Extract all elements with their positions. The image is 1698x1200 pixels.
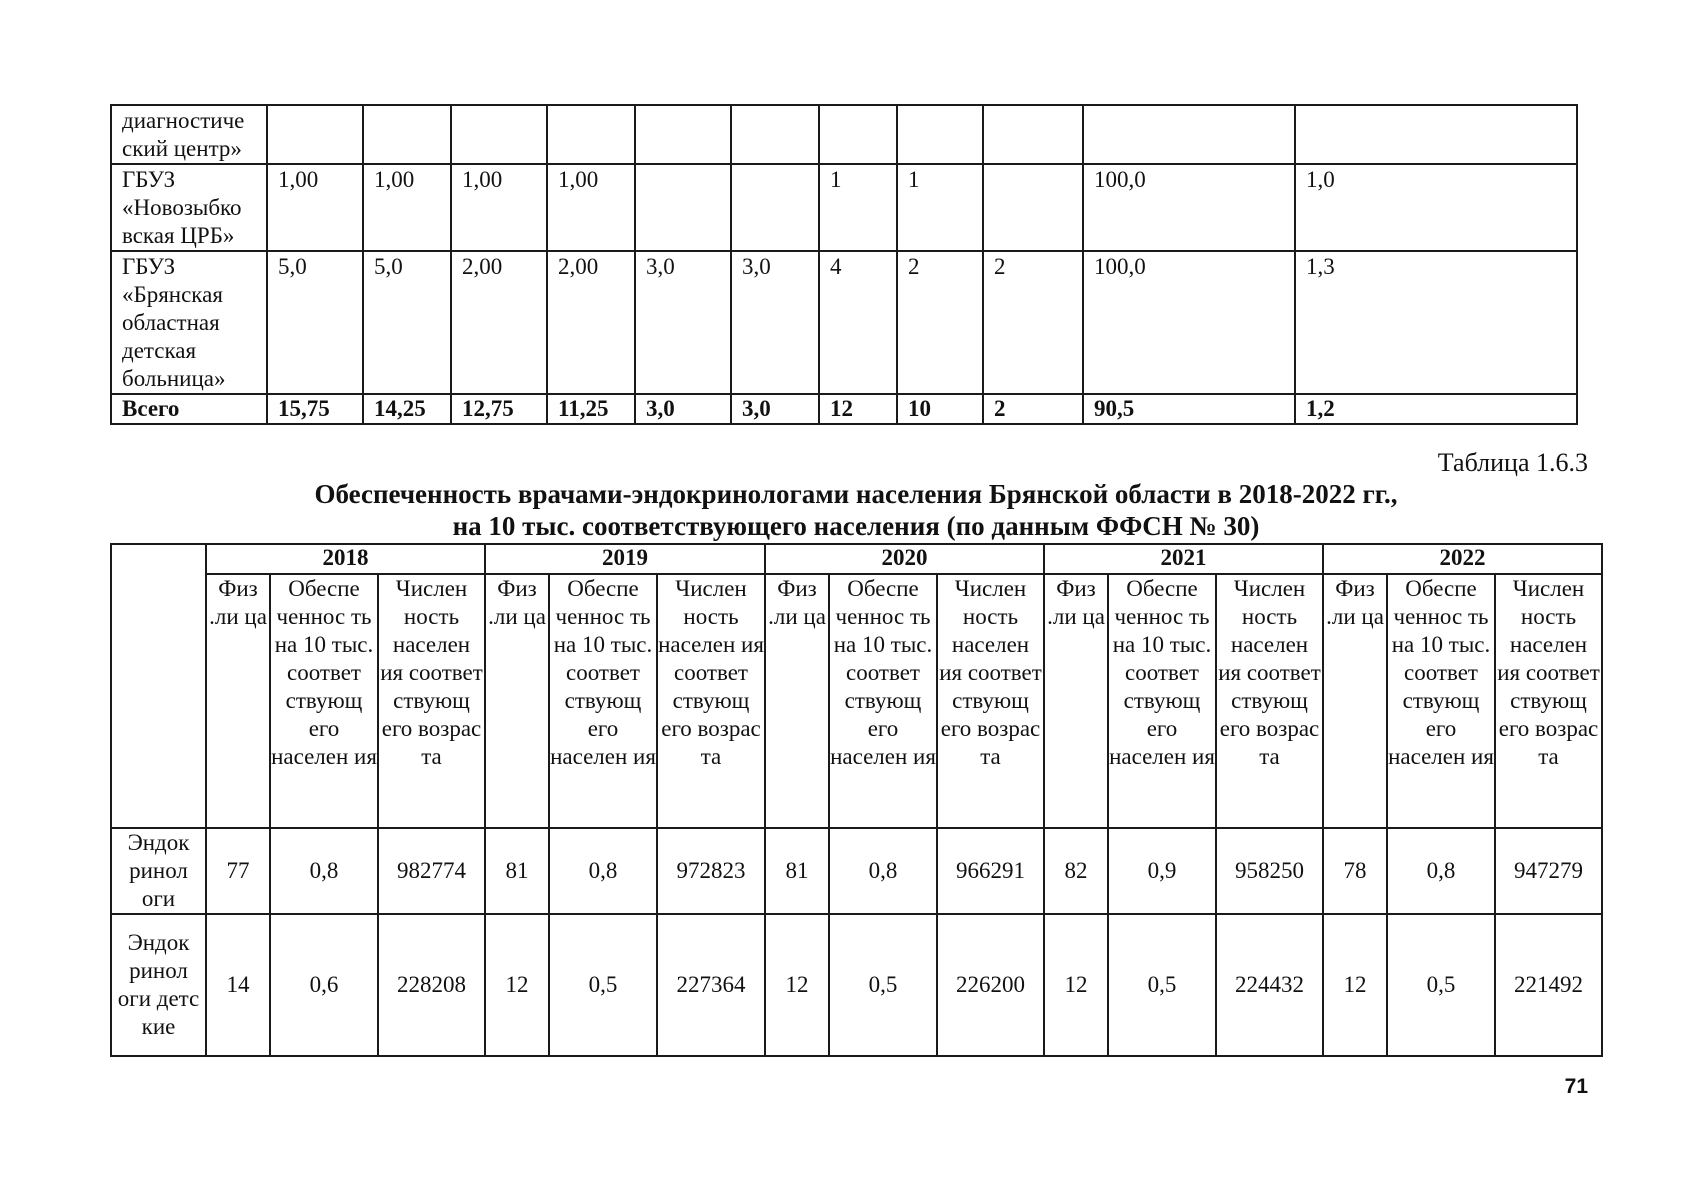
table-cell: 0,9	[1108, 828, 1216, 914]
table-cell: 10	[897, 394, 983, 424]
table-cell: 82	[1044, 828, 1108, 914]
table-title	[110, 478, 1602, 542]
table-cell: 982774	[378, 828, 485, 914]
table-cell: 1,00	[363, 164, 451, 251]
table-cell: 0,5	[549, 914, 657, 1056]
column-header: Физ .ли ца	[1323, 574, 1387, 828]
table-cell: 221492	[1495, 914, 1602, 1056]
table-row	[111, 828, 1602, 914]
table-cell: 77	[206, 828, 270, 914]
table-cell: 81	[765, 828, 829, 914]
row-label: ГБУЗ «Брянская областная детская больница»	[111, 251, 267, 394]
table-cell: 0,8	[829, 828, 937, 914]
table-cell: 947279	[1495, 828, 1602, 914]
table-cell: 3,0	[635, 251, 731, 394]
table-cell	[983, 164, 1083, 251]
table-cell	[451, 105, 547, 164]
page-number: 71	[1564, 1075, 1588, 1098]
year-header-row	[111, 544, 1602, 574]
row-label: Эндок ринол оги	[111, 828, 206, 914]
total-label: Всего	[111, 394, 267, 424]
table-cell: 224432	[1216, 914, 1323, 1056]
table-cell: 11,25	[547, 394, 635, 424]
table-cell: 227364	[657, 914, 765, 1056]
table-cell: 90,5	[1083, 394, 1295, 424]
table-title-line-2: на 10 тыс. соответствующего населения (по данным ФФСН № 30)	[452, 511, 1260, 541]
table-cell: 2,00	[451, 251, 547, 394]
table-cell: 3,0	[635, 394, 731, 424]
table-cell: 14,25	[363, 394, 451, 424]
table-row	[111, 914, 1602, 1056]
table-cell: 12	[1323, 914, 1387, 1056]
column-header: Числен ность населен ия соответ ствующ его возрас та	[1495, 574, 1602, 828]
table-cell: 0,5	[829, 914, 937, 1056]
table-cell: 2	[983, 394, 1083, 424]
table-cell: 0,5	[1387, 914, 1495, 1056]
table-continuation	[110, 104, 1578, 425]
table-cell: 100,0	[1083, 164, 1295, 251]
row-label: Эндок ринол оги детс кие	[111, 914, 206, 1056]
table-cell: 2	[897, 251, 983, 394]
table-cell: 1,2	[1295, 394, 1577, 424]
table-cell: 0,8	[549, 828, 657, 914]
table-cell: 228208	[378, 914, 485, 1056]
column-header: Обеспе ченнос ть на 10 тыс. соответ ствующ его населен ия	[829, 574, 937, 828]
year-header: 2018	[206, 544, 485, 574]
row-label: диагностиче ский центр»	[111, 105, 267, 164]
column-header: Физ .ли ца	[485, 574, 549, 828]
table-cell: 3,0	[731, 394, 819, 424]
column-header: Обеспе ченнос ть на 10 тыс. соответ ствующ его населен ия	[270, 574, 378, 828]
table-cell	[363, 105, 451, 164]
column-header: Числен ность населен ия соответ ствующ его возрас та	[937, 574, 1044, 828]
table-cell: 12	[1044, 914, 1108, 1056]
year-header: 2022	[1323, 544, 1602, 574]
table-cell: 12	[819, 394, 897, 424]
table-cell	[547, 105, 635, 164]
table-row	[111, 164, 1577, 251]
table-cell: 12	[485, 914, 549, 1056]
table-cell: 100,0	[1083, 251, 1295, 394]
table-cell: 226200	[937, 914, 1044, 1056]
table-number: Таблица 1.6.3	[1437, 448, 1588, 477]
endocrinologists-table	[110, 543, 1603, 1057]
year-header: 2021	[1044, 544, 1323, 574]
table-cell	[819, 105, 897, 164]
table-cell: 5,0	[267, 251, 363, 394]
year-header: 2019	[485, 544, 765, 574]
sub-header-row	[111, 574, 1602, 828]
table-row	[111, 105, 1577, 164]
table-cell: 958250	[1216, 828, 1323, 914]
table-cell	[635, 164, 731, 251]
table-cell: 972823	[657, 828, 765, 914]
row-label: ГБУЗ «Новозыбко вская ЦРБ»	[111, 164, 267, 251]
table-cell: 5,0	[363, 251, 451, 394]
table-cell: 1,00	[451, 164, 547, 251]
table-cell: 0,8	[1387, 828, 1495, 914]
column-header: Обеспе ченнос ть на 10 тыс. соответ ствующ его населен ия	[549, 574, 657, 828]
table-cell: 2,00	[547, 251, 635, 394]
table-cell: 15,75	[267, 394, 363, 424]
column-header: Числен ность населен ия соответ ствующ его возрас та	[378, 574, 485, 828]
table-cell: 14	[206, 914, 270, 1056]
table-cell: 0,8	[270, 828, 378, 914]
column-header: Физ .ли ца	[206, 574, 270, 828]
table-cell	[1083, 105, 1295, 164]
total-row	[111, 394, 1577, 424]
column-header: Физ .ли ца	[1044, 574, 1108, 828]
table-cell: 12,75	[451, 394, 547, 424]
table-cell	[1295, 105, 1577, 164]
table-title-line-1: Обеспеченность врачами-эндокринологами населения Брянской области в 2018-2022 гг.,	[314, 479, 1398, 509]
table-cell: 1,0	[1295, 164, 1577, 251]
table-cell: 1,00	[547, 164, 635, 251]
table-cell: 0,6	[270, 914, 378, 1056]
table-cell: 3,0	[731, 251, 819, 394]
table-cell: 4	[819, 251, 897, 394]
table-cell	[897, 105, 983, 164]
column-header: Обеспе ченнос ть на 10 тыс. соответ ствующ его населен ия	[1387, 574, 1495, 828]
column-header: Числен ность населен ия соответ ствующ его возрас та	[657, 574, 765, 828]
column-header: Числен ность населен ия соответ ствующ его возрас та	[1216, 574, 1323, 828]
table-cell	[731, 164, 819, 251]
table-cell: 78	[1323, 828, 1387, 914]
column-header: Обеспе ченнос ть на 10 тыс. соответ ствующ его населен ия	[1108, 574, 1216, 828]
table-cell	[267, 105, 363, 164]
corner-cell	[111, 544, 206, 828]
column-header: Физ .ли ца	[765, 574, 829, 828]
table-cell: 12	[765, 914, 829, 1056]
table-cell: 966291	[937, 828, 1044, 914]
table-cell: 81	[485, 828, 549, 914]
table-cell	[635, 105, 731, 164]
table-cell: 1	[819, 164, 897, 251]
table-cell: 1	[897, 164, 983, 251]
table-cell: 1,00	[267, 164, 363, 251]
table-cell	[731, 105, 819, 164]
year-header: 2020	[765, 544, 1044, 574]
table-cell: 0,5	[1108, 914, 1216, 1056]
table-cell	[983, 105, 1083, 164]
table-cell: 2	[983, 251, 1083, 394]
table-cell: 1,3	[1295, 251, 1577, 394]
table-row	[111, 251, 1577, 394]
